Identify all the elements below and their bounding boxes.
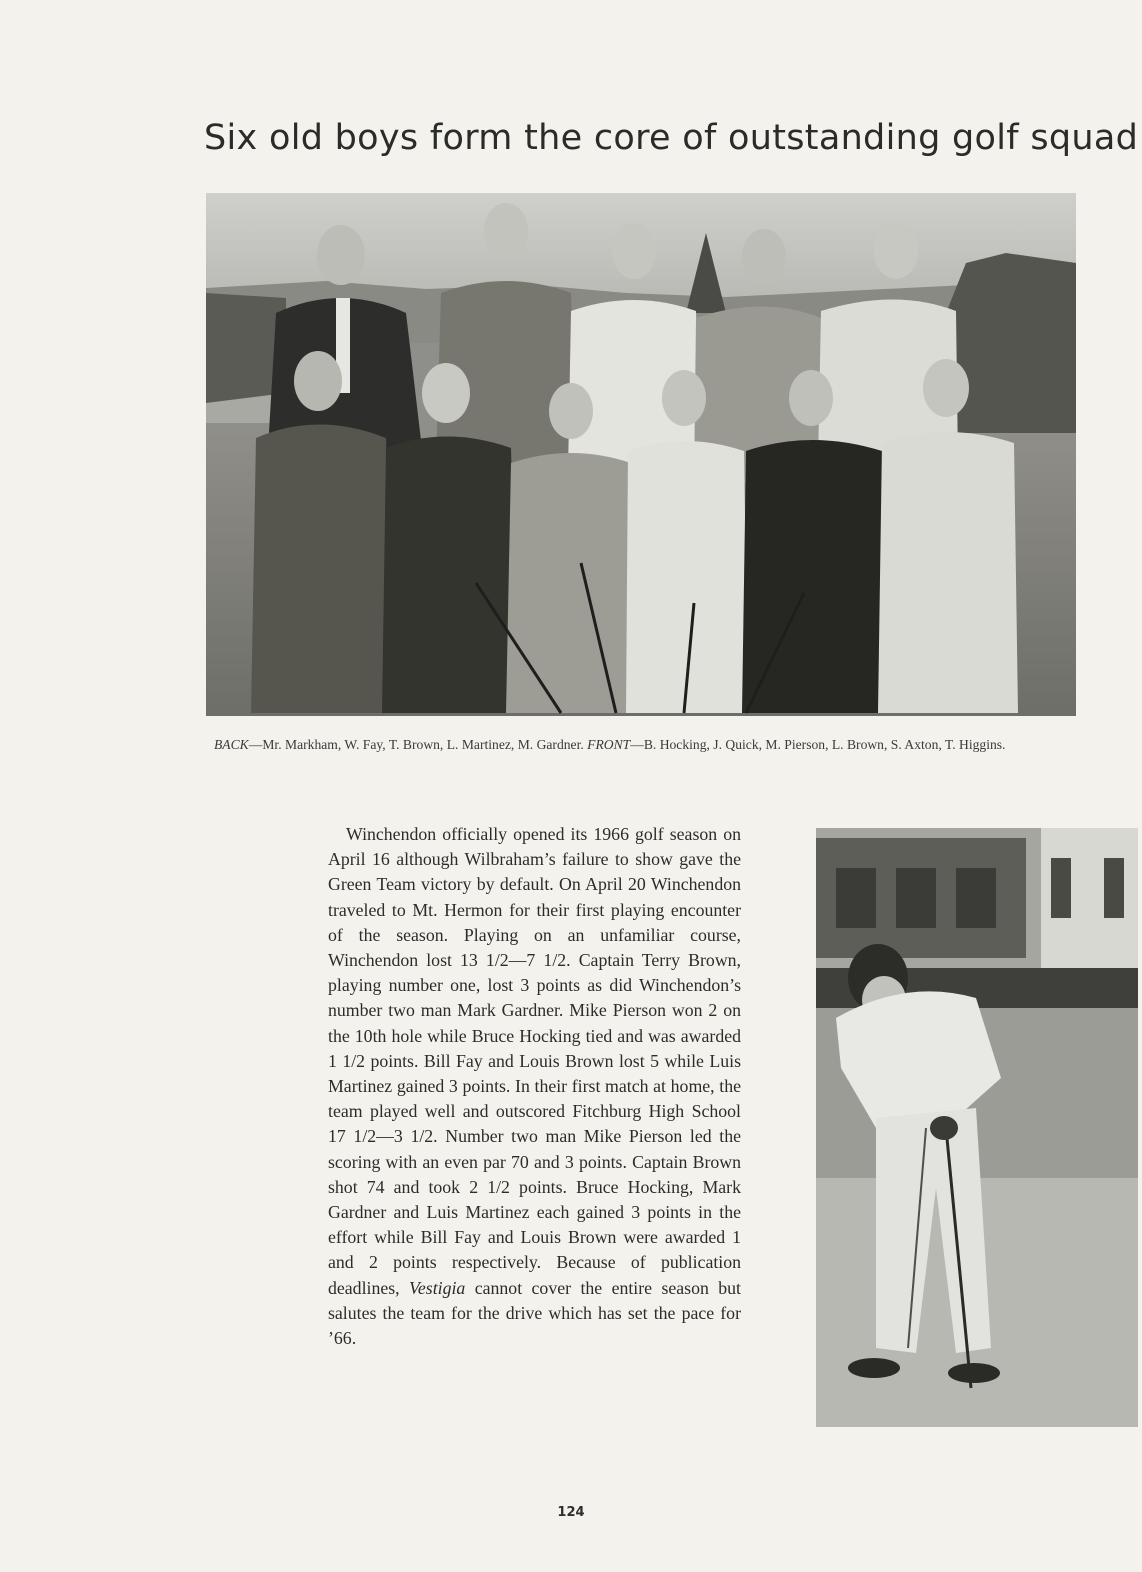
caption-front-names: —B. Hocking, J. Quick, M. Pierson, L. Brown, S. Axton, T. Higgins. — [630, 737, 1006, 752]
photo-caption — [214, 734, 1076, 756]
golfer-putting-photo — [816, 828, 1138, 1427]
caption-back-names: —Mr. Markham, W. Fay, T. Brown, L. Martinez, M. Gardner. — [248, 737, 588, 752]
page-number: 124 — [557, 1505, 585, 1520]
article-body — [328, 822, 741, 1351]
caption-back-label: BACK — [214, 737, 249, 752]
page-title: Six old boys form the core of outstanding golf squad — [204, 118, 1139, 158]
article-text-before: Winchendon officially opened its 1966 golf season on April 16 although Wilbraham’s failure to show gave the Green Team victory by default. On April 20 Winchendon traveled to Mt. Hermon for their first playing encounter of the season. Playing on an unfamiliar course, Winchendon lost 13 1/2—7 1/2. Captain Terry Brown, playing number one, lost 3 points as did Winchendon’s number two man Mark Gardner. Mike Pierson won 2 on the 10th hole while Bruce Hocking tied and was awarded 1 1/2 points. Bill Fay and Louis Brown lost 5 while Luis Martinez gained 3 points. In their first match at home, the team played well and outscored Fitchburg High School 17 1/2—3 1/2. Number two man Mike Pierson led the scoring with an even par 70 and 3 points. Captain Brown shot 74 and took 2 1/2 points. Bruce Hocking, Mark Gardner and Luis Martinez each gained 3 points in the effort while Bill Fay and Louis Brown were awarded 1 and 2 points respectively. Because of publication deadlines, — [328, 824, 741, 1298]
publication-name: Vestigia — [409, 1277, 466, 1298]
caption-front-label: FRONT — [587, 737, 631, 752]
team-group-photo — [206, 193, 1076, 716]
article-text-after: cannot cover the entire season but salutes the team for the drive which has set the pace for ’66. — [328, 1277, 741, 1349]
